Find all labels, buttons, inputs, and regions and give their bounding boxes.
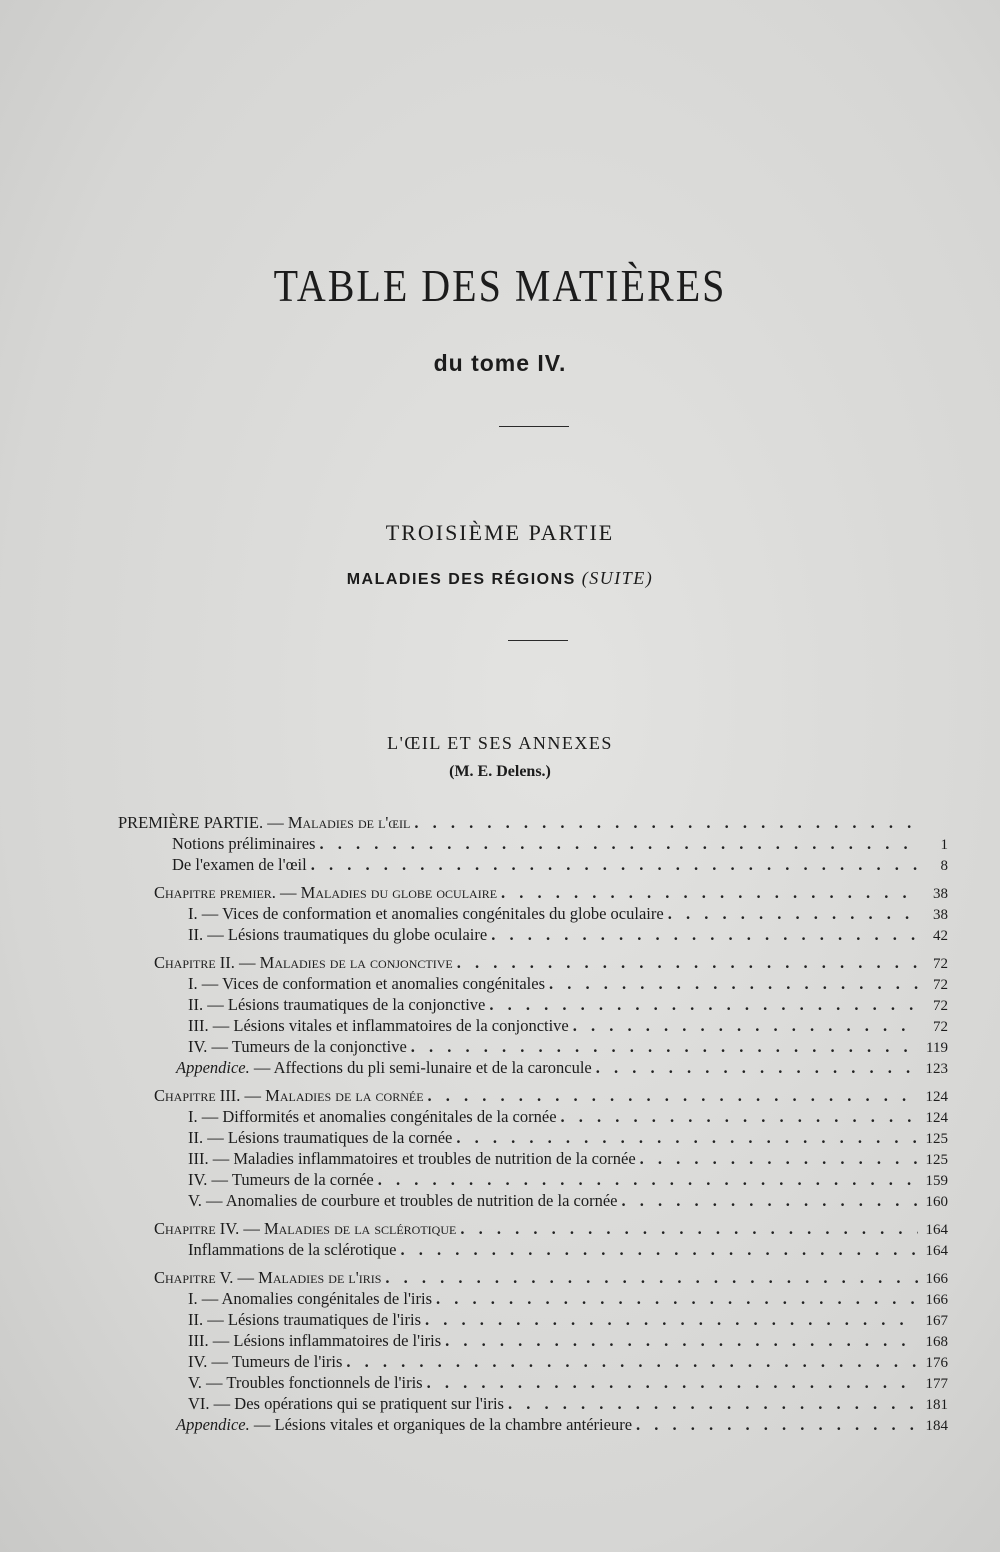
toc-entry-page: 164 (925, 1222, 948, 1238)
toc-leader-dots (428, 1085, 918, 1106)
toc-leader-dots (549, 973, 918, 994)
toc-entry-label: III. — Lésions inflammatoires de l'iris (188, 1331, 442, 1350)
toc-leader-dots (636, 1414, 918, 1435)
page-title: TABLE DES MATIÈRES (273, 259, 727, 312)
toc-leader-dots (411, 1036, 918, 1057)
toc-entry (118, 1015, 948, 1036)
toc-leader-dots (385, 1267, 918, 1288)
part-title: TROISIÈME PARTIE (385, 520, 615, 545)
toc-entry-label: I. — Anomalies congénitales de l'iris (188, 1289, 433, 1308)
toc-leader-dots (400, 1239, 918, 1260)
part-subtitle-paren: (SUITE) (581, 568, 654, 588)
toc-entry (118, 973, 948, 994)
toc-entry-page: 119 (926, 1040, 948, 1056)
toc-entry-page: 160 (925, 1194, 948, 1210)
toc-entry (118, 924, 948, 945)
toc-entry-page: 159 (925, 1173, 948, 1189)
toc-entry-label: V. — Troubles fonctionnels de l'iris (188, 1373, 423, 1392)
part-subtitle-main: MALADIES DES RÉGIONS (346, 571, 576, 588)
toc-entry-page: 168 (925, 1334, 948, 1350)
toc-entry-page: 38 (933, 907, 948, 923)
toc-entry-label: II. — Lésions traumatiques du globe oculaire (188, 925, 488, 944)
toc-entry-label: PREMIÈRE PARTIE. — Maladies de l'œil (118, 813, 411, 832)
toc-leader-dots (668, 903, 918, 924)
toc-entry (118, 1330, 948, 1351)
toc-entry (118, 812, 948, 833)
toc-entry (118, 1127, 948, 1148)
toc-leader-dots (436, 1288, 918, 1309)
toc-entry (118, 1190, 948, 1211)
toc-entry-page: 124 (925, 1089, 948, 1105)
toc-leader-dots (596, 1057, 918, 1078)
toc-leader-dots (425, 1309, 918, 1330)
toc-entry-label: II. — Lésions traumatiques de la cornée (188, 1128, 453, 1147)
toc-entry-label: II. — Lésions traumatiques de la conjonctive (188, 995, 486, 1014)
table-of-contents (118, 812, 948, 1435)
toc-leader-dots (378, 1169, 918, 1190)
toc-entry (118, 833, 948, 854)
toc-entry-label: I. — Vices de conformation et anomalies congénitales (188, 974, 546, 993)
toc-entry (118, 1351, 948, 1372)
toc-entry-label: Appendice. — Affections du pli semi-lunaire et de la caroncule (176, 1058, 592, 1077)
toc-leader-dots (573, 1015, 918, 1036)
toc-leader-dots (456, 1127, 918, 1148)
toc-entry (118, 1057, 948, 1078)
toc-entry-page: 125 (925, 1152, 948, 1168)
toc-entry-page: 125 (925, 1131, 948, 1147)
volume-subtitle: du tome IV. (433, 350, 567, 376)
toc-entry (118, 1036, 948, 1057)
toc-entry (118, 1169, 948, 1190)
toc-leader-dots (491, 924, 918, 945)
toc-leader-dots (319, 833, 918, 854)
toc-leader-dots (460, 1218, 918, 1239)
toc-entry-page: 166 (925, 1271, 948, 1287)
toc-entry-page: 166 (925, 1292, 948, 1308)
section-title: L'ŒIL ET SES ANNEXES (387, 733, 613, 753)
toc-entry-label: Chapitre III. — Maladies de la cornée (154, 1086, 424, 1105)
toc-entry-page: 167 (925, 1313, 948, 1329)
toc-leader-dots (311, 854, 918, 875)
toc-entry-page: 72 (933, 956, 948, 972)
part-subtitle (0, 568, 1000, 589)
toc-leader-dots (457, 952, 918, 973)
toc-entry-label: IV. — Tumeurs de l'iris (188, 1352, 343, 1371)
toc-entry-page: 72 (933, 1019, 948, 1035)
toc-entry (118, 952, 948, 973)
toc-entry-label: Appendice. — Lésions vitales et organiques de la chambre antérieure (176, 1415, 633, 1434)
toc-entry-page: 164 (925, 1243, 948, 1259)
toc-entry-label: Notions préliminaires (172, 834, 316, 853)
toc-leader-dots (640, 1148, 918, 1169)
toc-leader-dots (622, 1190, 919, 1211)
appendice-prefix: Appendice. (176, 1058, 250, 1077)
toc-leader-dots (445, 1330, 918, 1351)
toc-entry-label: I. — Difformités et anomalies congénitales de la cornée (188, 1107, 557, 1126)
section-author: (M. E. Delens.) (449, 763, 551, 780)
toc-entry-label: I. — Vices de conformation et anomalies congénitales du globe oculaire (188, 904, 664, 923)
toc-entry (118, 1239, 948, 1260)
toc-leader-dots (508, 1393, 918, 1414)
toc-entry (118, 1267, 948, 1288)
toc-entry-label: III. — Lésions vitales et inflammatoires de la conjonctive (188, 1016, 569, 1035)
toc-entry-page: 177 (925, 1376, 948, 1392)
toc-entry-label: IV. — Tumeurs de la cornée (188, 1170, 374, 1189)
divider-rule (499, 426, 569, 427)
toc-entry (118, 903, 948, 924)
toc-entry-label: II. — Lésions traumatiques de l'iris (188, 1310, 422, 1329)
toc-leader-dots (561, 1106, 918, 1127)
toc-entry-label: VI. — Des opérations qui se pratiquent sur l'iris (188, 1394, 504, 1413)
toc-entry-page: 176 (925, 1355, 948, 1371)
toc-leader-dots (427, 1372, 918, 1393)
toc-entry (118, 1218, 948, 1239)
toc-entry-label: Chapitre IV. — Maladies de la sclérotique (154, 1219, 457, 1238)
toc-entry-label: III. — Maladies inflammatoires et troubles de nutrition de la cornée (188, 1149, 636, 1168)
toc-entry (118, 1414, 948, 1435)
toc-entry-label: Chapitre premier. — Maladies du globe oculaire (154, 883, 498, 902)
toc-entry-page: 123 (925, 1061, 948, 1077)
toc-entry-label: De l'examen de l'œil (172, 855, 307, 874)
toc-entry (118, 1085, 948, 1106)
toc-entry (118, 1106, 948, 1127)
toc-entry (118, 1372, 948, 1393)
toc-entry-page: 42 (933, 928, 948, 944)
toc-entry (118, 1309, 948, 1330)
toc-entry (118, 1148, 948, 1169)
toc-entry (118, 1288, 948, 1309)
toc-leader-dots (501, 882, 918, 903)
toc-entry (118, 882, 948, 903)
toc-entry-page: 184 (925, 1418, 948, 1434)
toc-entry (118, 994, 948, 1015)
toc-entry-page: 1 (940, 837, 948, 853)
toc-entry-label: Chapitre II. — Maladies de la conjonctive (154, 953, 453, 972)
appendice-prefix: Appendice. (176, 1415, 250, 1434)
toc-entry (118, 1393, 948, 1414)
toc-entry-page: 38 (933, 886, 948, 902)
toc-entry-label: Inflammations de la sclérotique (188, 1240, 397, 1259)
toc-entry-page: 181 (925, 1397, 948, 1413)
toc-entry-page: 124 (925, 1110, 948, 1126)
toc-leader-dots (489, 994, 918, 1015)
toc-leader-dots (414, 812, 918, 833)
divider-rule (508, 640, 568, 641)
toc-entry-label: V. — Anomalies de courbure et troubles de nutrition de la cornée (188, 1191, 618, 1210)
toc-entry-label: IV. — Tumeurs de la conjonctive (188, 1037, 407, 1056)
toc-entry-label: Chapitre V. — Maladies de l'iris (154, 1268, 382, 1287)
toc-entry (118, 854, 948, 875)
toc-leader-dots (346, 1351, 918, 1372)
toc-entry-page: 72 (933, 977, 948, 993)
toc-entry-page: 72 (933, 998, 948, 1014)
toc-entry-page: 8 (940, 858, 948, 874)
